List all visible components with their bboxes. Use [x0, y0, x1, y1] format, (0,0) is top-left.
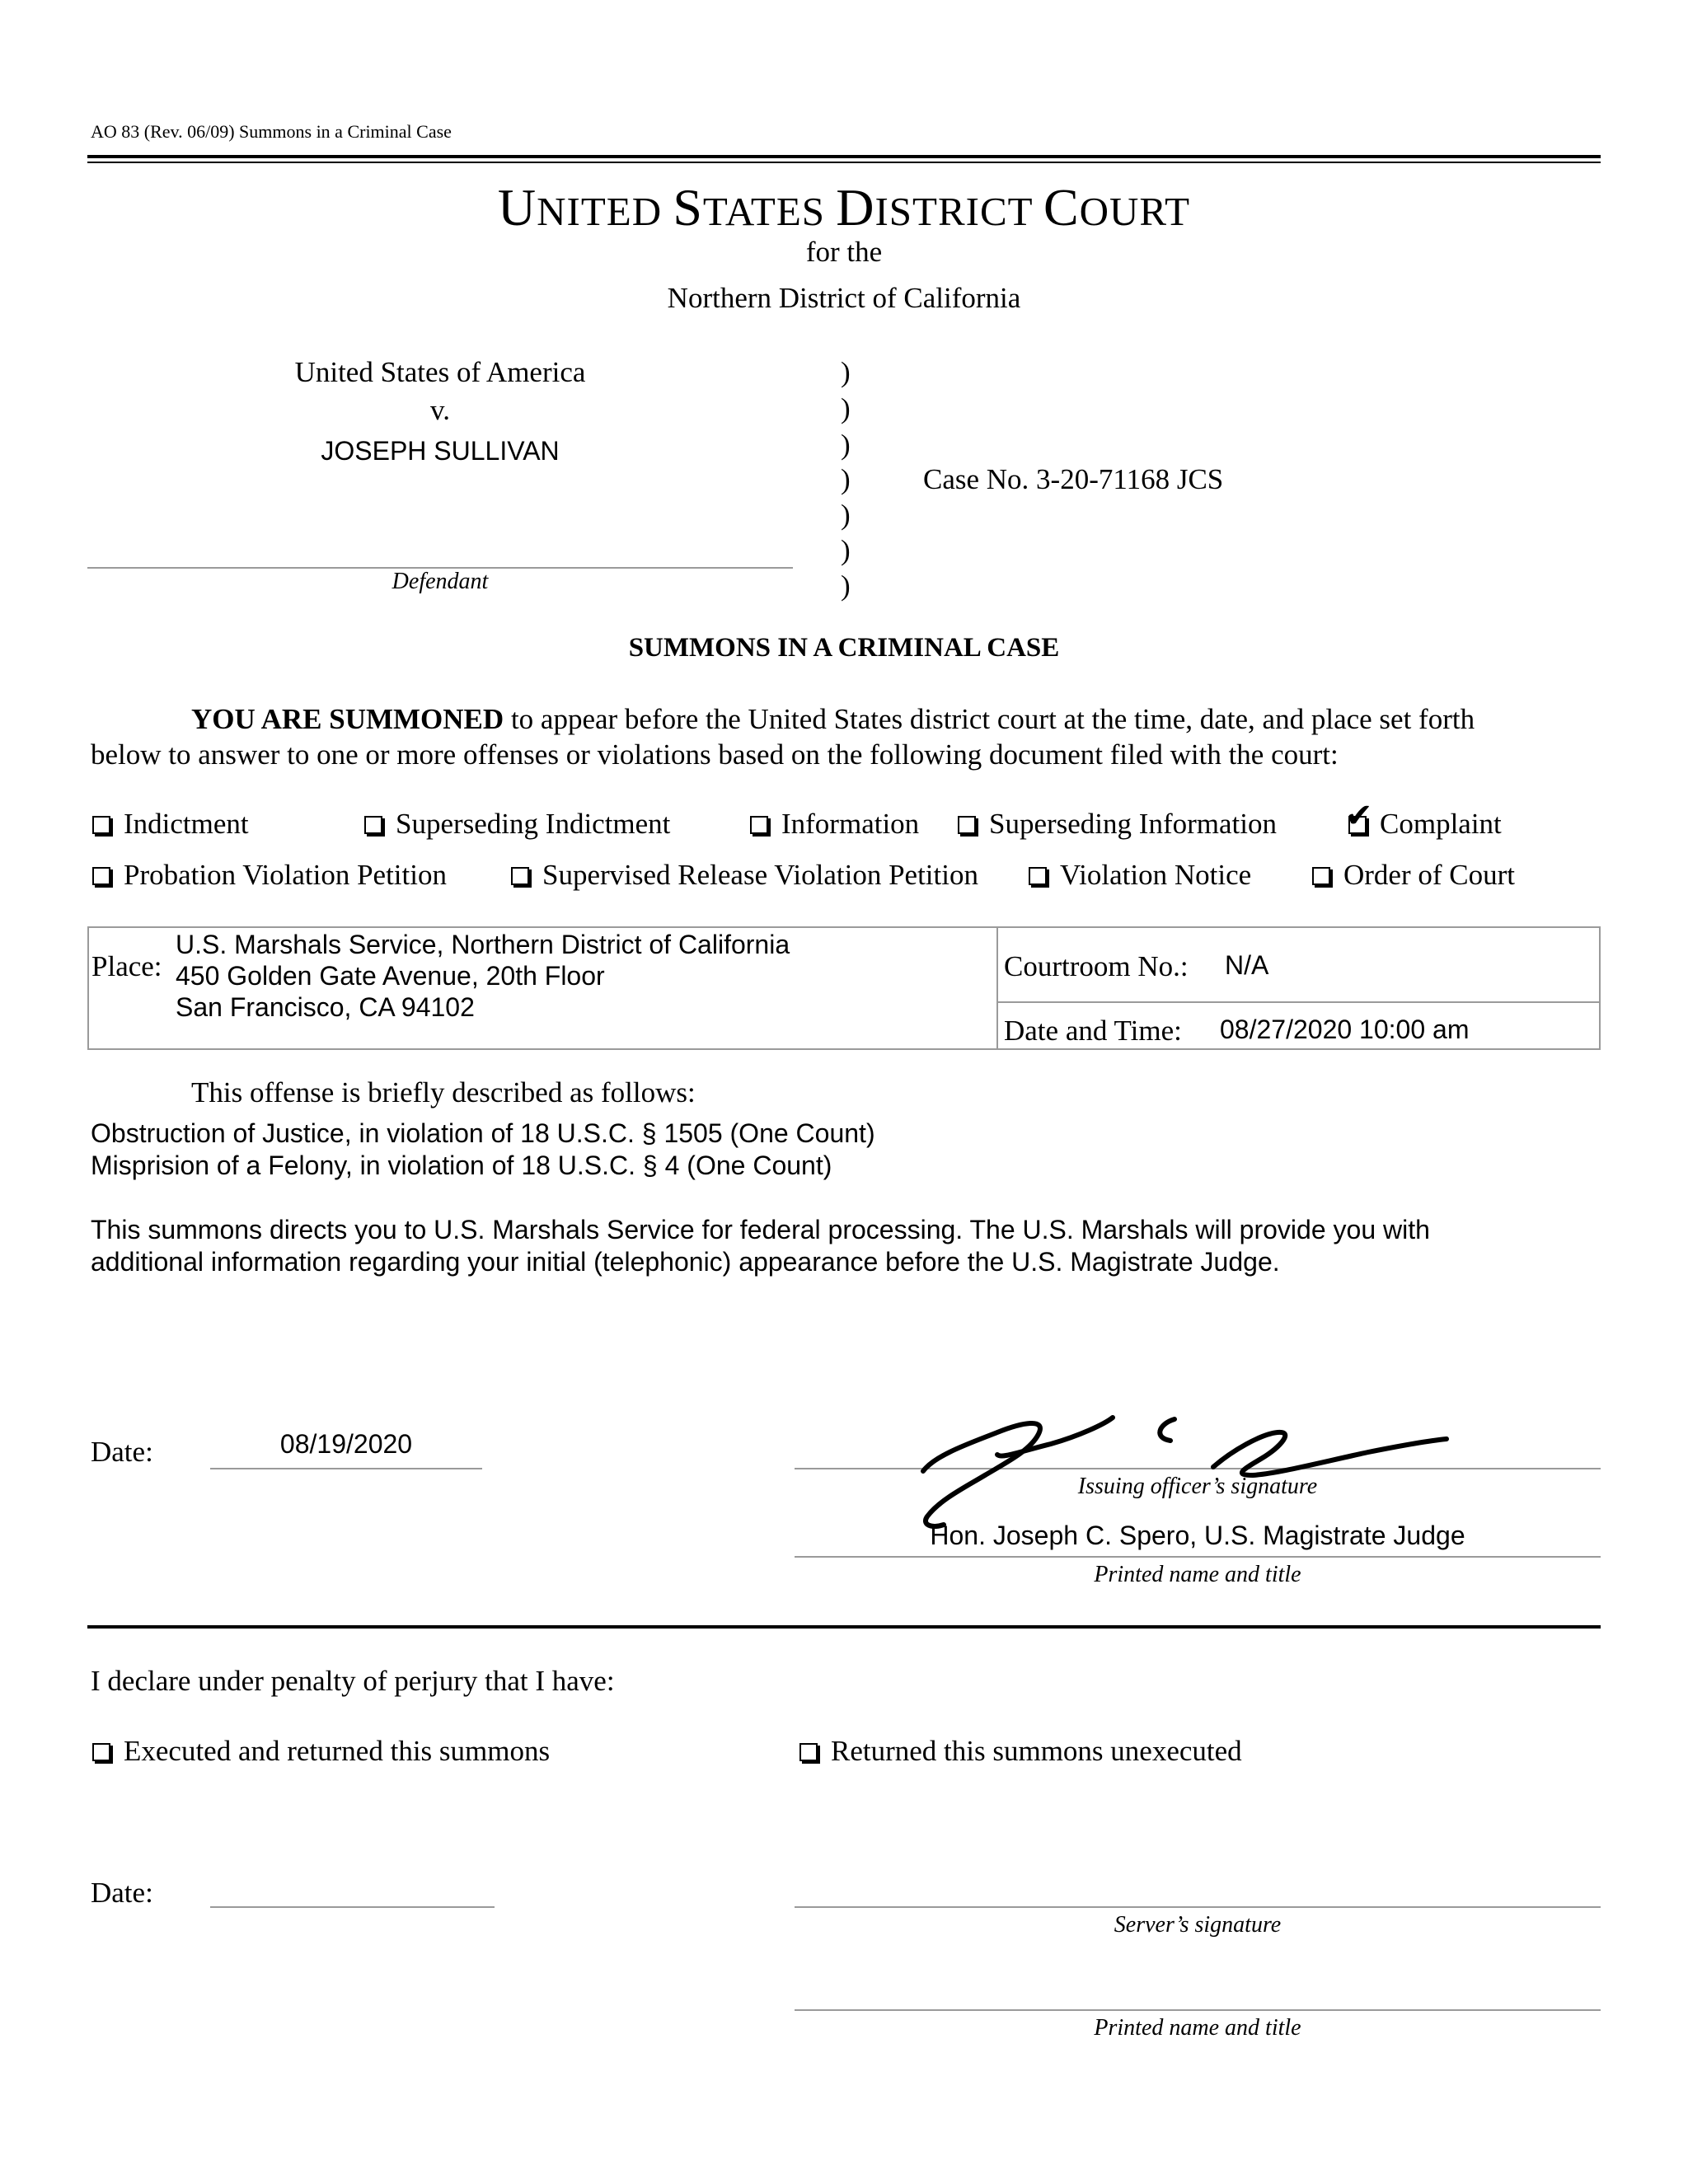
summons-bold-lead: YOU ARE SUMMONED [191, 703, 504, 735]
court-name-cap: U [497, 178, 537, 237]
option-label: Information [781, 808, 920, 840]
option-superseding-indictment[interactable] [364, 808, 670, 841]
officer-name-rule [795, 1556, 1601, 1558]
datetime-label: Date and Time: [1004, 1015, 1182, 1047]
courtroom-label: Courtroom No.: [1004, 950, 1189, 982]
court-name-rest: NITED [537, 189, 673, 234]
option-complaint[interactable] [1345, 797, 1502, 841]
checkbox-icon[interactable] [92, 1743, 110, 1761]
option-label: Supervised Release Violation Petition [542, 859, 978, 891]
table-divider [996, 1001, 1601, 1003]
header-rule-thin [87, 162, 1601, 163]
server-name-caption: Printed name and title [1094, 2015, 1301, 2041]
checkbox-icon[interactable] [1312, 867, 1330, 885]
court-name-rest: ISTRICT [874, 189, 1043, 234]
section-divider [87, 1625, 1601, 1629]
court-name-cap: S [673, 178, 703, 237]
checkmark-icon: ✔ [1345, 797, 1373, 835]
header-rule-thick [87, 155, 1601, 158]
checkbox-icon[interactable] [511, 867, 529, 885]
issue-date-label: Date: [91, 1436, 153, 1468]
option-label: Executed and returned this summons [124, 1735, 551, 1767]
table-divider [996, 926, 998, 1050]
declaration-text: I declare under penalty of perjury that I have: [91, 1665, 615, 1697]
case-number: Case No. 3-20-71168 JCS [923, 463, 1224, 495]
checkbox-icon[interactable] [1029, 867, 1047, 885]
offense-intro: This offense is briefly described as follows: [191, 1076, 696, 1108]
caption-paren: ) [841, 499, 851, 531]
option-label: Superseding Indictment [396, 808, 671, 840]
summons-text-line2: below to answer to one or more offenses or violations based on the following document filed with the court: [91, 738, 1339, 771]
court-name [0, 177, 1688, 238]
option-order-of-court[interactable] [1312, 859, 1515, 892]
server-signature-field[interactable] [795, 1906, 1601, 1908]
defendant-label: Defendant [392, 569, 489, 594]
caption-paren: ) [841, 569, 851, 602]
server-name-field[interactable] [795, 2009, 1601, 2011]
caption-paren: ) [841, 429, 851, 461]
place-line: 450 Golden Gate Avenue, 20th Floor [176, 961, 605, 991]
caption-paren: ) [841, 356, 851, 388]
option-probation-violation-petition[interactable] [92, 859, 447, 892]
place-line: U.S. Marshals Service, Northern District of California [176, 930, 790, 959]
court-district: Northern District of California [667, 282, 1021, 314]
option-returned-unexecuted[interactable] [799, 1735, 1242, 1768]
checkbox-icon[interactable] [92, 867, 110, 885]
place-label: Place: [91, 950, 162, 982]
checkbox-icon[interactable] [92, 816, 110, 834]
offense-count: Misprision of a Felony, in violation of 18 U.S.C. § 4 (One Count) [91, 1151, 832, 1180]
court-for-the: for the [805, 236, 883, 268]
option-label: Violation Notice [1060, 859, 1252, 891]
checkbox-icon[interactable] [958, 816, 976, 834]
option-executed-returned[interactable] [92, 1735, 550, 1768]
checkbox-icon[interactable] [750, 816, 768, 834]
checkbox-icon[interactable] [799, 1743, 818, 1761]
option-label: Complaint [1380, 808, 1502, 840]
document-title: SUMMONS IN A CRIMINAL CASE [628, 633, 1060, 663]
checkbox-icon[interactable] [364, 816, 382, 834]
processing-note: additional information regarding your initial (telephonic) appearance before the U.S. Magistrate Judge. [91, 1247, 1280, 1277]
server-signature-caption: Server’s signature [1114, 1912, 1282, 1938]
court-name-cap: C [1043, 178, 1080, 237]
signature-caption: Issuing officer’s signature [1077, 1474, 1318, 1499]
caption-paren: ) [841, 392, 851, 424]
option-label: Superseding Information [989, 808, 1277, 840]
issue-date-rule [210, 1468, 482, 1469]
courtroom-value: N/A [1225, 950, 1269, 980]
place-line: San Francisco, CA 94102 [176, 992, 475, 1022]
processing-note: This summons directs you to U.S. Marshals Service for federal processing. The U.S. Marshals will provide you with [91, 1215, 1430, 1244]
datetime-value: 08/27/2020 10:00 am [1220, 1015, 1470, 1044]
summons-line1-rest: to appear before the United States district court at the time, date, and place set forth [504, 703, 1475, 735]
option-label: Returned this summons unexecuted [831, 1735, 1242, 1767]
option-superseding-information[interactable] [958, 808, 1277, 841]
plaintiff-name: United States of America [294, 356, 586, 388]
option-information[interactable] [750, 808, 919, 841]
defendant-name: JOSEPH SULLIVAN [321, 436, 560, 466]
return-date-label: Date: [91, 1877, 153, 1909]
handwritten-signature [907, 1393, 1451, 1541]
checkbox-checked-icon[interactable] [1345, 797, 1373, 835]
form-identifier: AO 83 (Rev. 06/09) Summons in a Criminal Case [91, 121, 452, 142]
offense-count: Obstruction of Justice, in violation of 18 U.S.C. § 1505 (One Count) [91, 1118, 875, 1148]
issue-date-value: 08/19/2020 [279, 1429, 413, 1459]
option-indictment[interactable] [92, 808, 249, 841]
option-supervised-release-violation-petition[interactable] [511, 859, 978, 892]
option-label: Indictment [124, 808, 249, 840]
court-name-cap: D [836, 178, 875, 237]
option-violation-notice[interactable] [1029, 859, 1251, 892]
versus-label: v. [430, 394, 450, 426]
officer-caption: Printed name and title [1094, 1562, 1301, 1587]
court-name-rest: TATES [702, 189, 837, 234]
caption-paren: ) [841, 534, 851, 566]
officer-name: Hon. Joseph C. Spero, U.S. Magistrate Judge [930, 1521, 1465, 1550]
option-label: Order of Court [1343, 859, 1516, 891]
court-name-rest: OURT [1079, 189, 1191, 234]
option-label: Probation Violation Petition [124, 859, 447, 891]
summons-text-line1 [191, 703, 1475, 736]
return-date-field[interactable] [210, 1906, 495, 1908]
caption-paren: ) [841, 463, 851, 495]
